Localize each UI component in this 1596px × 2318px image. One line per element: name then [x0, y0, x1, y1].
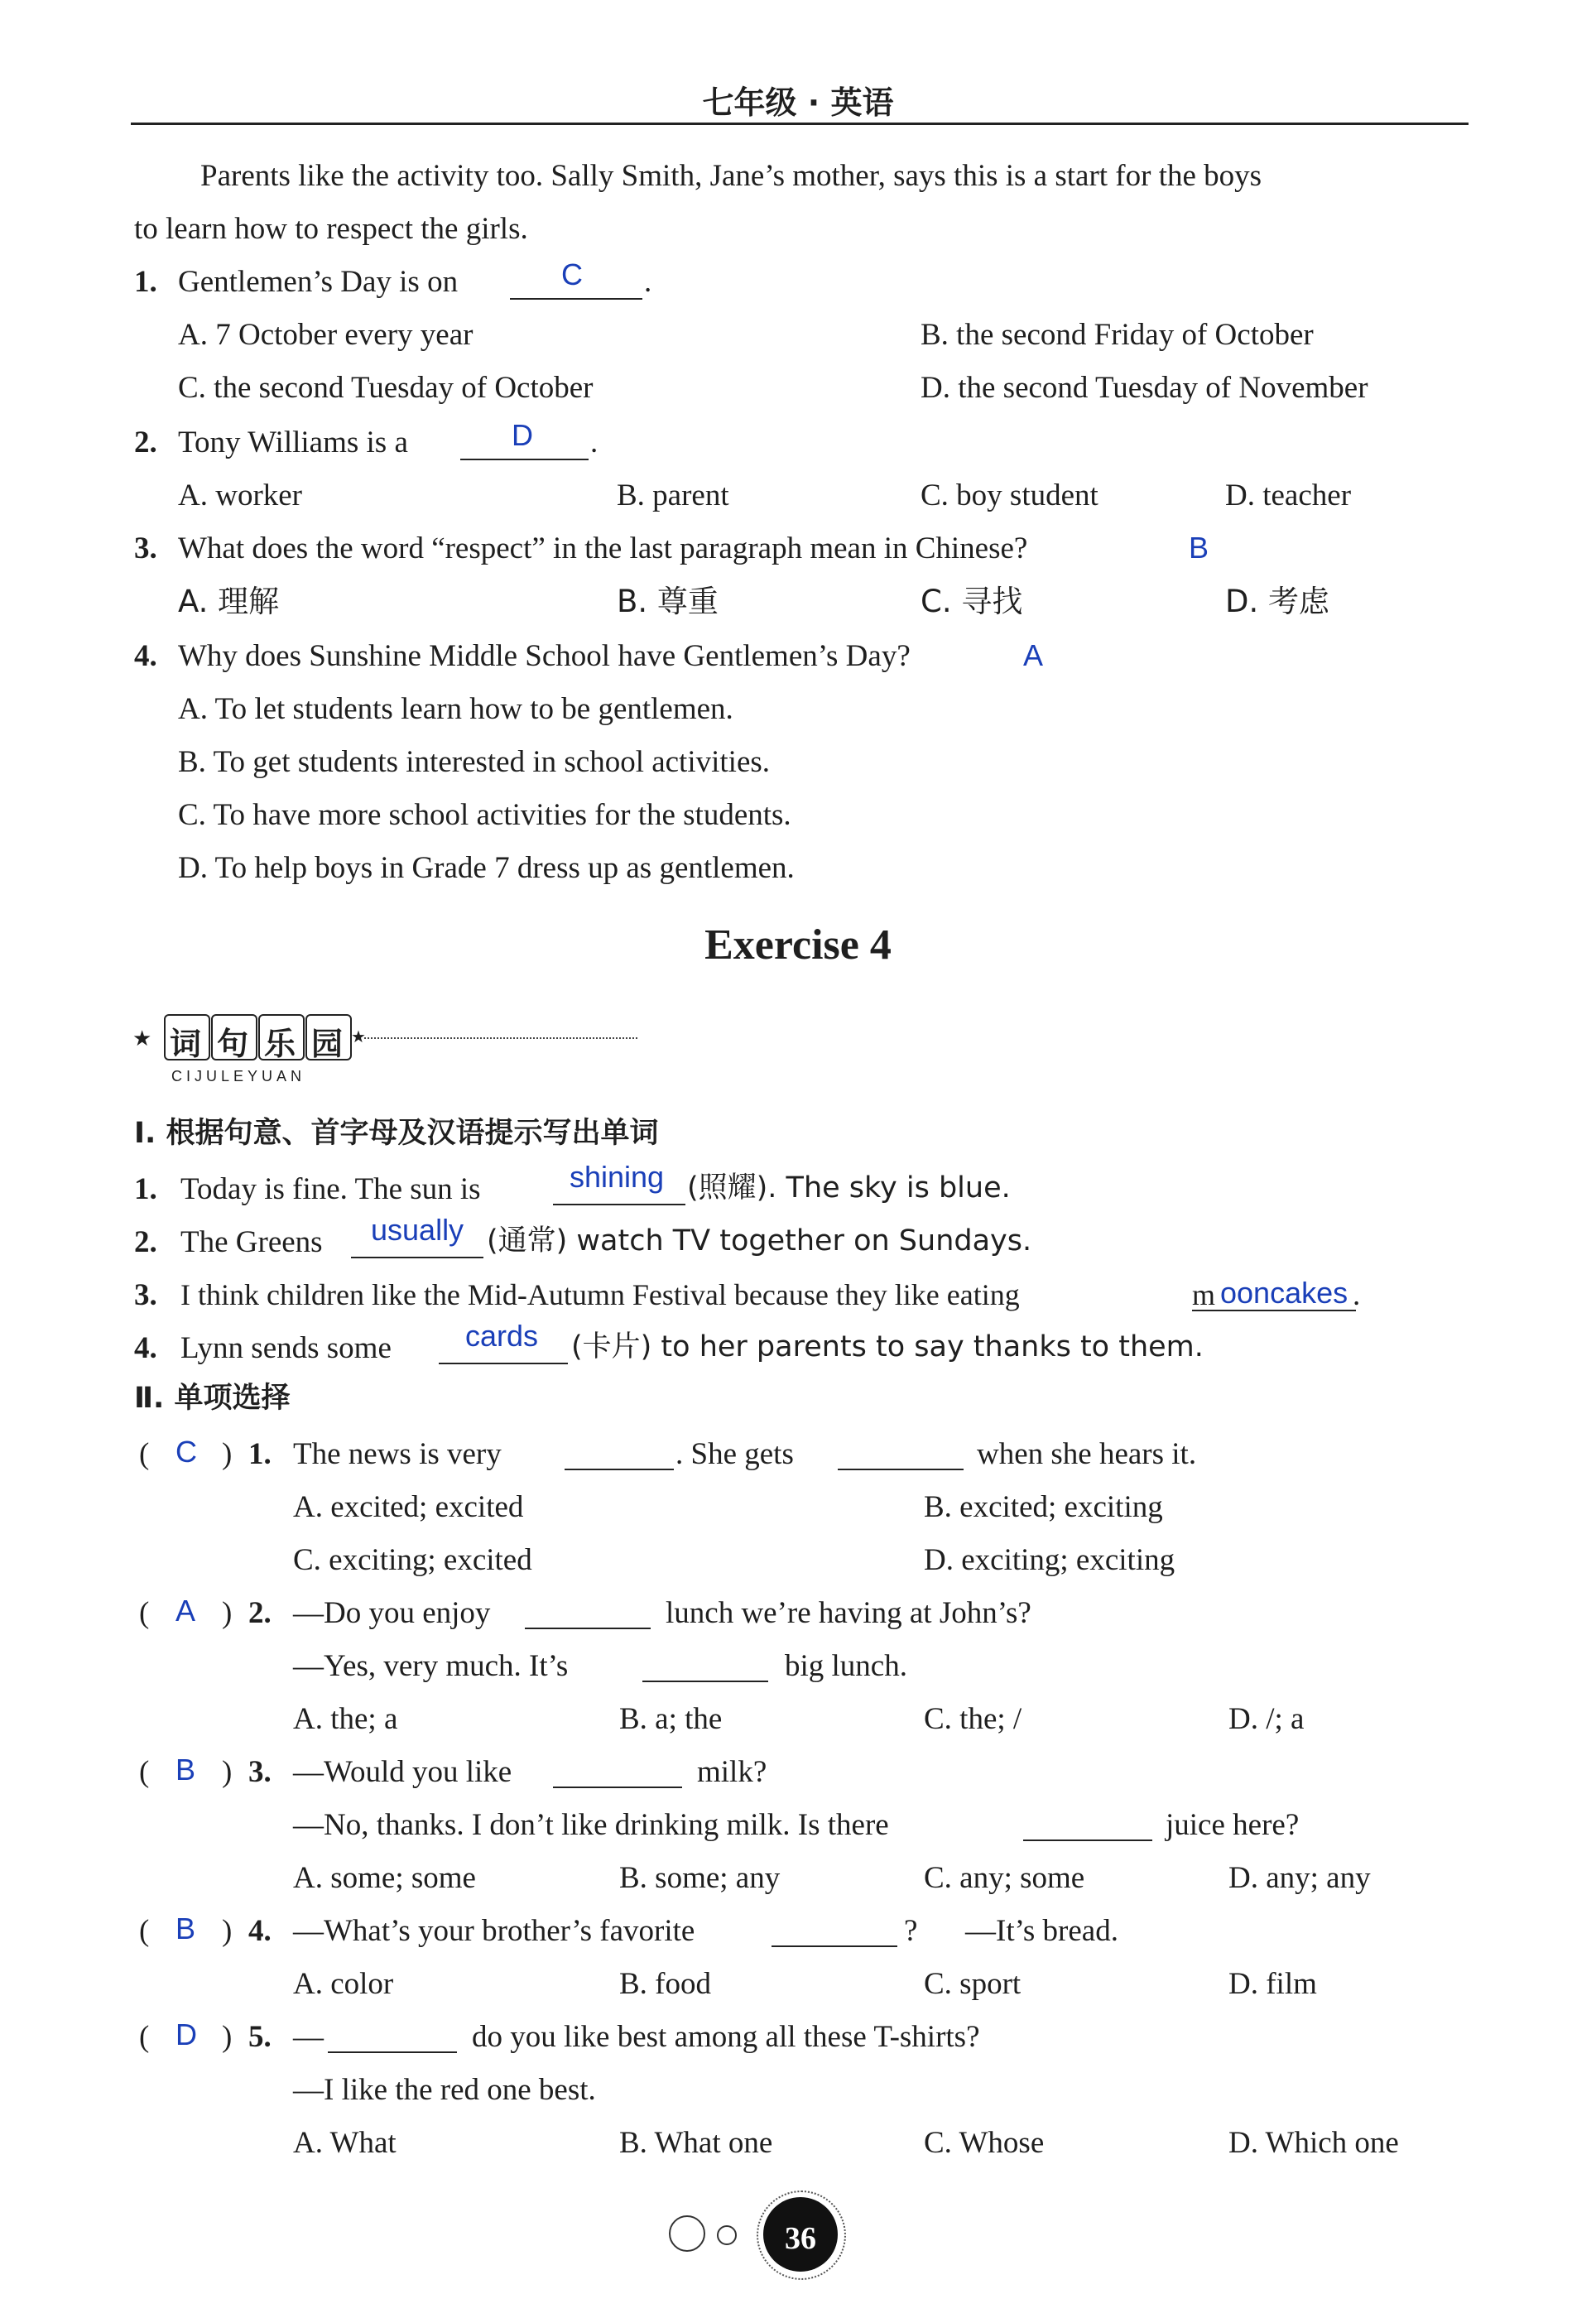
question-number: 3. — [134, 531, 157, 565]
banner-char: 园 — [311, 1026, 344, 1062]
handwritten-answer: B — [175, 1753, 196, 1787]
option-d: D. /; a — [1228, 1702, 1305, 1736]
option-c: C. Whose — [924, 2126, 1045, 2160]
question-text: do you like best among all these T-shirts? — [472, 2020, 980, 2054]
handwritten-answer: C — [561, 257, 583, 291]
option-a: A. To let students learn how to be gentlemen. — [178, 692, 733, 726]
sentence-end: (卡片) to her parents to say thanks to them. — [571, 1330, 1204, 1363]
handwritten-answer: cards — [465, 1319, 539, 1353]
section-title: Ⅱ. 单项选择 — [134, 1382, 291, 1415]
initial-letter: m — [1192, 1278, 1216, 1311]
question-text: big lunch. — [785, 1649, 907, 1683]
option-a: A. 7 October every year — [178, 318, 474, 352]
handwritten-answer: D — [175, 2017, 197, 2051]
question-text: —What’s your brother’s favorite — [293, 1914, 695, 1948]
option-b: B. To get students interested in school activities. — [178, 745, 771, 779]
question-number: 4. — [248, 1914, 272, 1948]
handwritten-answer: B — [1189, 531, 1209, 565]
paren-close: ) — [222, 1437, 233, 1471]
answer-blank[interactable] — [565, 1469, 674, 1470]
option-a: A. the; a — [293, 1702, 398, 1736]
paren-open: ( — [139, 1914, 150, 1948]
question-text: The news is very — [293, 1437, 502, 1471]
question-text: when she hears it. — [977, 1437, 1197, 1471]
question-text: —It’s bread. — [965, 1914, 1118, 1948]
question-number: 3. — [248, 1755, 272, 1789]
question-number: 4. — [134, 1331, 157, 1365]
answer-blank[interactable] — [838, 1469, 964, 1470]
banner-char: 乐 — [264, 1026, 296, 1062]
option-b: B. the second Friday of October — [921, 318, 1314, 352]
answer-blank[interactable] — [460, 459, 589, 460]
option-d: D. any; any — [1228, 1861, 1371, 1895]
sentence-start: Today is fine. The sun is — [180, 1172, 481, 1206]
question-stem: Gentlemen’s Day is on — [178, 265, 459, 299]
section-title: Ⅰ. 根据句意、首字母及汉语提示写出单词 — [134, 1117, 659, 1150]
star-icon: ★ — [351, 1027, 366, 1046]
paren-open: ( — [139, 2020, 150, 2054]
option-d: D. exciting; exciting — [924, 1543, 1175, 1577]
answer-blank[interactable] — [553, 1787, 682, 1788]
option-d: D. To help boys in Grade 7 dress up as gentlemen. — [178, 851, 795, 885]
handwritten-answer: C — [175, 1435, 197, 1469]
answer-blank[interactable] — [328, 2051, 457, 2053]
option-b: B. parent — [617, 479, 729, 512]
question-stem: What does the word “respect” in the last paragraph mean in Chinese? — [178, 531, 1028, 565]
header-divider — [131, 123, 1469, 125]
option-d: D. the second Tuesday of November — [921, 371, 1368, 405]
paren-close: ) — [222, 1755, 233, 1789]
question-end: . — [590, 426, 598, 459]
handwritten-answer: ooncakes — [1220, 1276, 1348, 1310]
question-stem: Why does Sunshine Middle School have Gentlemen’s Day? — [178, 639, 911, 673]
question-text: — — [293, 2020, 324, 2054]
answer-blank[interactable] — [772, 1945, 897, 1947]
question-number: 2. — [134, 426, 157, 459]
banner-subtitle: CIJULEYUAN — [171, 1068, 306, 1084]
answer-blank[interactable] — [553, 1204, 685, 1205]
question-text: —Would you like — [293, 1755, 512, 1789]
question-text: ? — [904, 1914, 918, 1948]
banner-divider — [364, 1037, 637, 1039]
option-a: A. color — [293, 1967, 394, 2001]
circle-icon — [669, 2215, 705, 2252]
question-number: 2. — [134, 1225, 157, 1259]
option-a: A. some; some — [293, 1861, 476, 1895]
option-b: B. 尊重 — [617, 584, 719, 619]
question-number: 1. — [248, 1437, 272, 1471]
paren-close: ) — [222, 2020, 233, 2054]
sentence-start: I think children like the Mid-Autumn Festival because they like eating — [180, 1278, 1020, 1311]
option-d: D. Which one — [1228, 2126, 1399, 2160]
sentence-start: The Greens — [180, 1225, 323, 1259]
answer-blank[interactable] — [525, 1628, 651, 1629]
option-b: B. a; the — [619, 1702, 723, 1736]
question-text: —Do you enjoy — [293, 1596, 491, 1630]
question-end: . — [644, 265, 652, 299]
paren-close: ) — [222, 1914, 233, 1948]
handwritten-answer: shining — [570, 1160, 665, 1194]
banner-char: 词 — [170, 1026, 202, 1062]
star-icon: ★ — [132, 1027, 152, 1051]
question-number: 4. — [134, 639, 157, 673]
option-c: C. the second Tuesday of October — [178, 371, 594, 405]
page-header-title: 七年级 · 英语 — [702, 84, 894, 121]
question-text: —Yes, very much. It’s — [293, 1649, 569, 1683]
option-c: C. sport — [924, 1967, 1022, 2001]
circle-icon — [717, 2225, 737, 2245]
option-c: C. the; / — [924, 1702, 1022, 1736]
passage-line-2: to learn how to respect the girls. — [134, 212, 528, 246]
question-number: 3. — [134, 1278, 157, 1312]
option-c: C. exciting; excited — [293, 1543, 532, 1577]
question-stem: Tony Williams is a — [178, 426, 408, 459]
paren-close: ) — [222, 1596, 233, 1630]
sentence-start: Lynn sends some — [180, 1331, 392, 1365]
option-d: D. teacher — [1225, 479, 1352, 512]
answer-blank[interactable] — [439, 1363, 568, 1364]
option-b: B. some; any — [619, 1861, 781, 1895]
paren-open: ( — [139, 1596, 150, 1630]
option-d: D. 考虑 — [1225, 584, 1330, 619]
question-text: —No, thanks. I don’t like drinking milk. Is there — [293, 1808, 889, 1842]
option-a: A. 理解 — [178, 584, 280, 619]
option-b: B. excited; exciting — [924, 1490, 1163, 1524]
handwritten-answer: usually — [371, 1213, 464, 1247]
passage-line-1: Parents like the activity too. Sally Smith, Jane’s mother, says this is a start for the boys — [200, 159, 1262, 193]
sentence-end: . — [1353, 1278, 1361, 1312]
option-b: B. food — [619, 1967, 711, 2001]
answer-blank[interactable] — [1023, 1839, 1152, 1841]
answer-blank[interactable] — [510, 298, 642, 300]
question-text: —I like the red one best. — [293, 2073, 596, 2107]
question-text: lunch we’re having at John’s? — [666, 1596, 1031, 1630]
option-c: C. 寻找 — [921, 584, 1023, 619]
option-a: A. What — [293, 2126, 397, 2160]
answer-blank[interactable] — [1192, 1310, 1356, 1311]
question-number: 1. — [134, 1172, 157, 1206]
question-text: milk? — [697, 1755, 767, 1789]
page-number: 36 — [785, 2221, 816, 2256]
banner-char: 句 — [217, 1026, 249, 1062]
answer-blank[interactable] — [351, 1257, 483, 1258]
option-b: B. What one — [619, 2126, 773, 2160]
option-a: A. worker — [178, 479, 303, 512]
sentence-end: (照耀). The sky is blue. — [687, 1171, 1011, 1205]
handwritten-answer: B — [175, 1912, 196, 1945]
option-a: A. excited; excited — [293, 1490, 524, 1524]
question-number: 1. — [134, 265, 157, 299]
option-c: C. To have more school activities for the students. — [178, 798, 791, 832]
question-number: 2. — [248, 1596, 272, 1630]
exercise-title: Exercise 4 — [704, 921, 892, 969]
question-number: 5. — [248, 2020, 272, 2054]
sentence-end: (通常) watch TV together on Sundays. — [487, 1224, 1032, 1258]
question-text: juice here? — [1166, 1808, 1300, 1842]
option-c: C. any; some — [924, 1861, 1085, 1895]
question-text: . She gets — [675, 1437, 794, 1471]
paren-open: ( — [139, 1755, 150, 1789]
handwritten-answer: A — [1023, 638, 1044, 672]
option-c: C. boy student — [921, 479, 1098, 512]
answer-blank[interactable] — [642, 1681, 768, 1682]
handwritten-answer: D — [512, 418, 533, 452]
handwritten-answer: A — [175, 1594, 196, 1628]
option-d: D. film — [1228, 1967, 1317, 2001]
paren-open: ( — [139, 1437, 150, 1471]
